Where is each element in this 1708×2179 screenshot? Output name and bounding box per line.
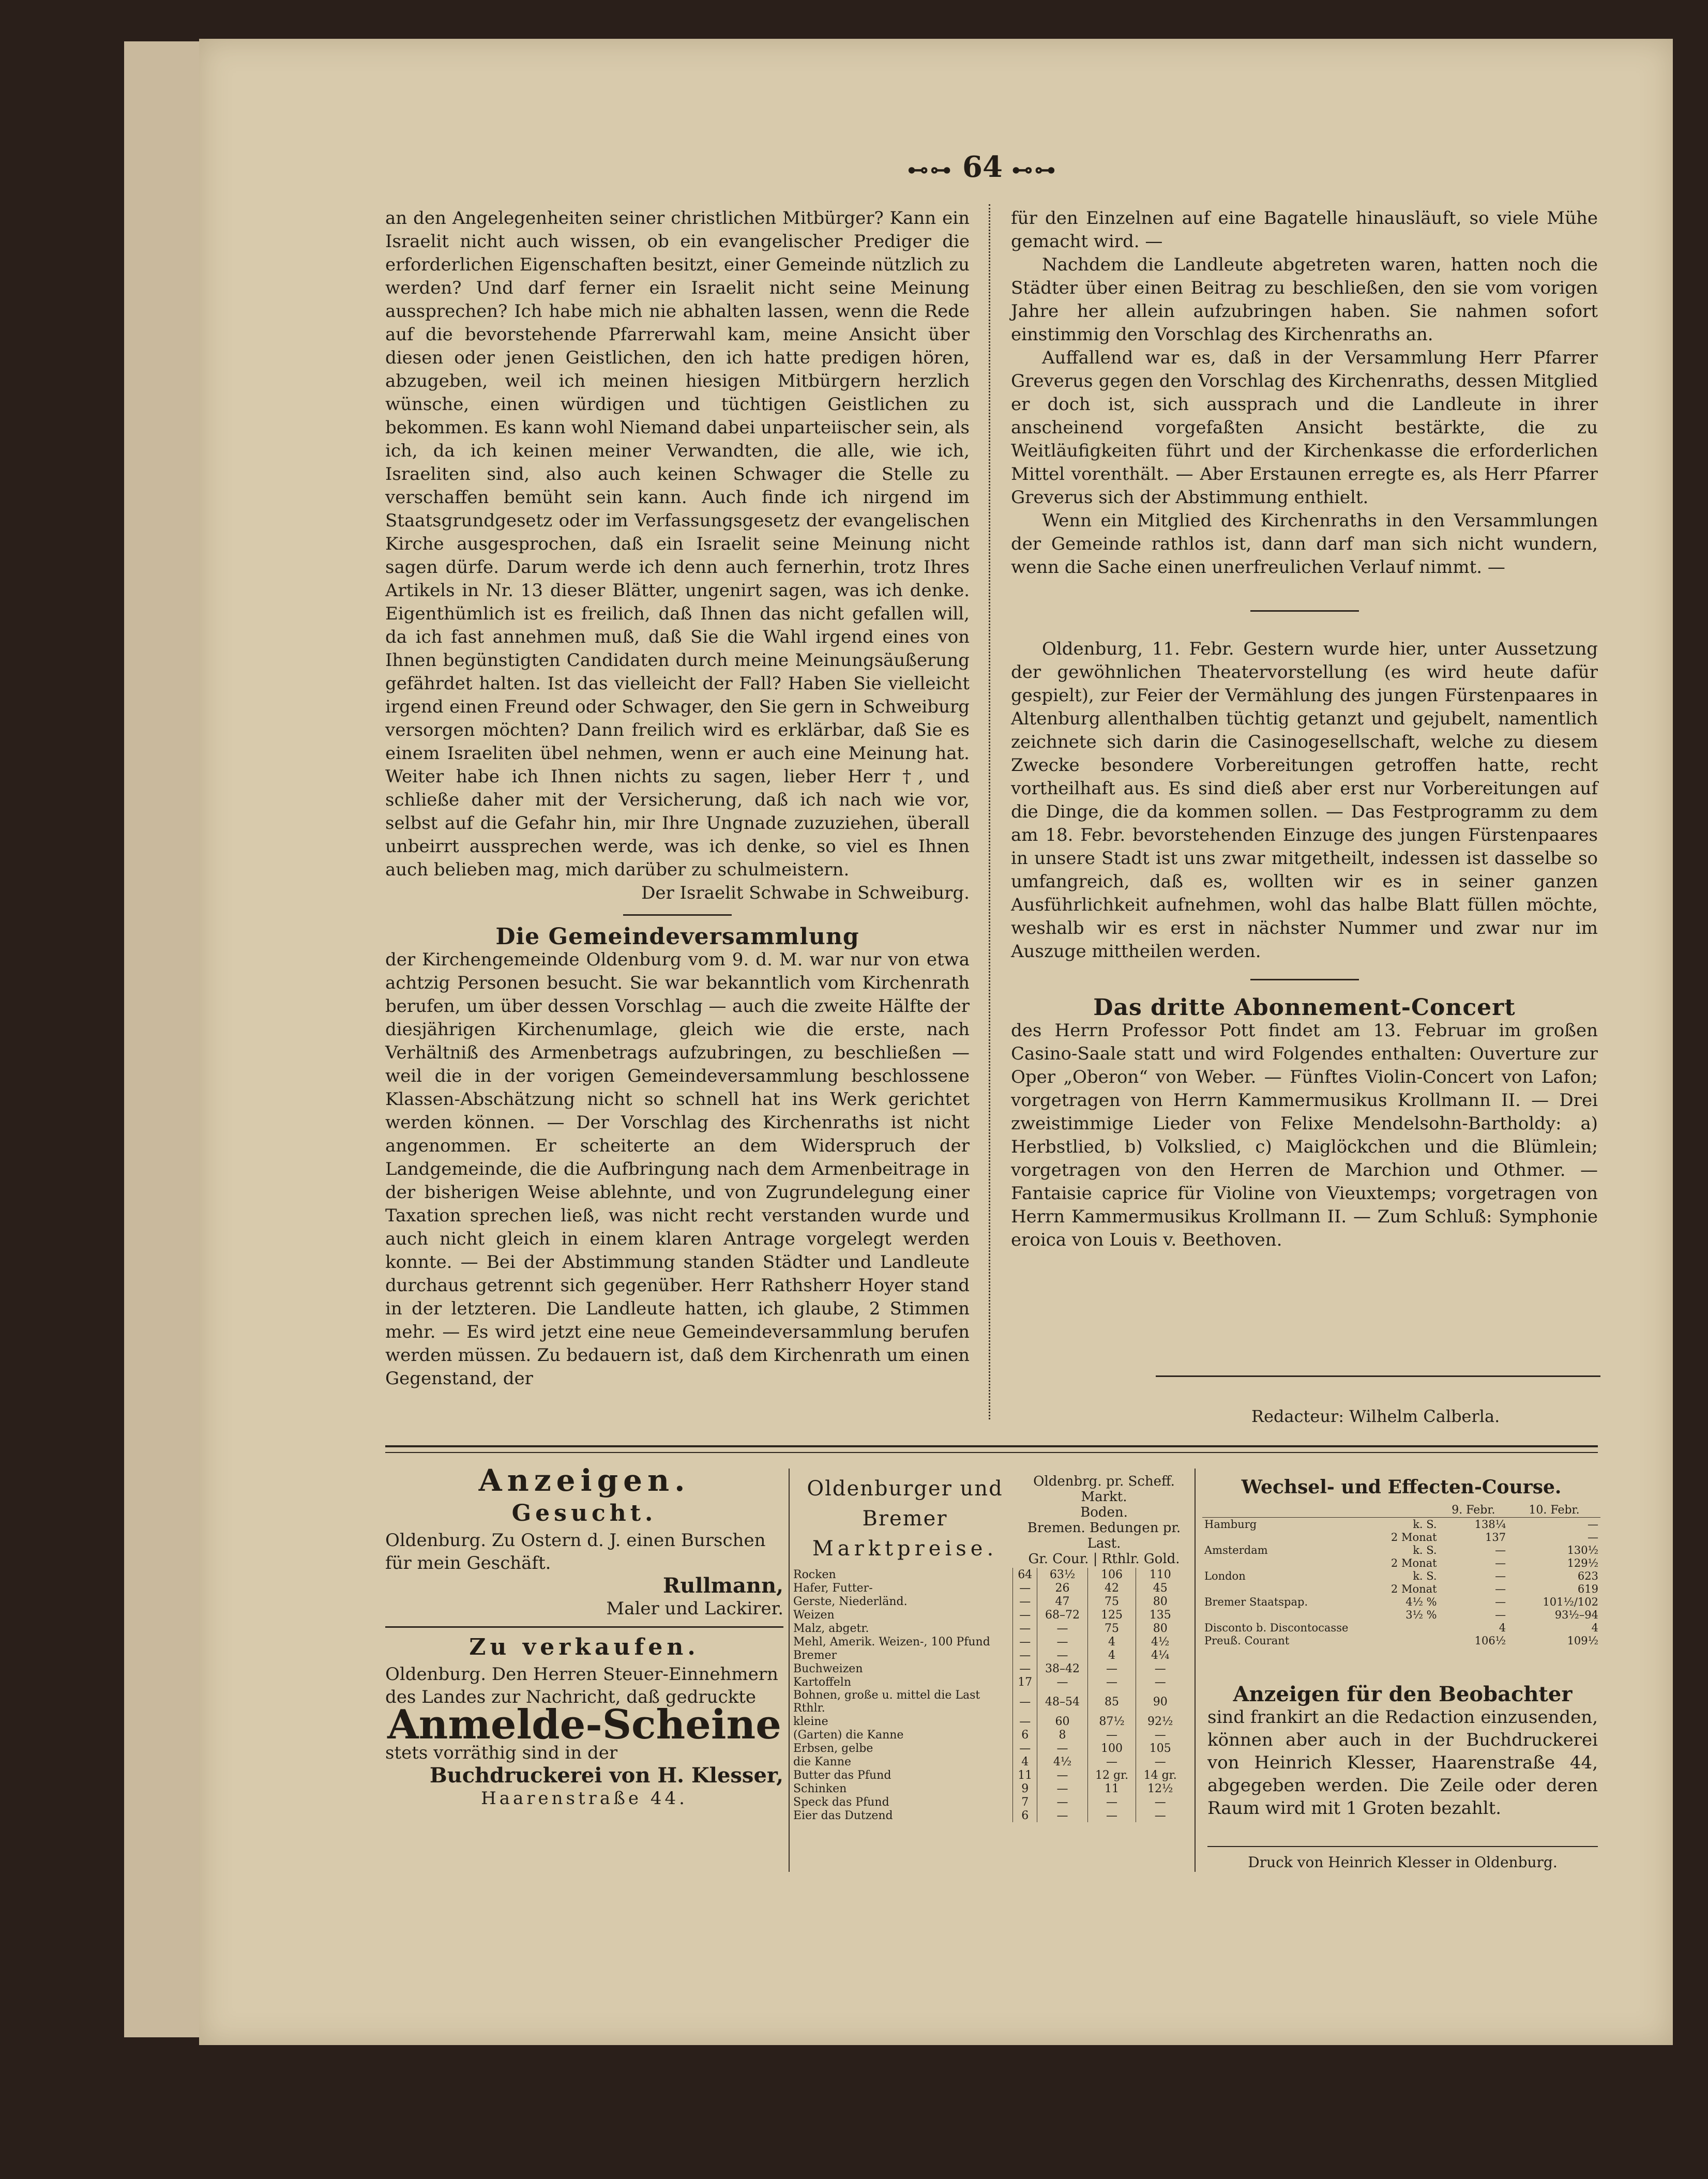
ornament-left-icon: ⊷⊶: [908, 158, 963, 182]
market-price: 12 gr.: [1087, 1768, 1136, 1782]
market-price: —: [1013, 1715, 1037, 1728]
exchange-value: 2 Monat: [1390, 1556, 1437, 1569]
market-price: 7: [1013, 1795, 1037, 1809]
article-text: der Kirchengemeinde Oldenburg vom 9. d. M. war nur von etwa achtzig Personen besucht. Sie war bekanntlich vom Kirchenrath berufen, um über dessen Vorschlag — auch die zweite Hälfte der diesjährigen Kirchenumlage, gleich wie die erste, nach Verhältniß des Armenbetrags aufzubringen, zu beschließen — weil die in der vorigen Gemeindeversammlung beschlossene Klassen-Abschätzung nicht so schnell hat ins Werk gerichtet werden können. — Der Vorschlag des Kirchenraths ist nicht angenommen. Er scheiterte an dem Widerspruch der Landgemeinde, die die Aufbringung nach dem Armenbeitrage in der bisherigen Weise ablehnte, und von Zugrundelegung einer Taxation sprechen ließ, was nicht recht verstanden wurde und auch nicht gleich in einem klaren Antrage vorgelegt werden konnte. — Bei der Abstimmung standen Städter und Landleute durchaus getrennt sich gegenüber. Herr Rathsherr Hoyer stand in der letzteren. Die Landleute hatten, ich glaube, 2 Stimmen mehr. — Es wird jetzt eine neue Gemeindeversammlung berufen werden müssen. Zu bedauern ist, daß dem Kirchenrath um einen Gegenstand, der: [385, 949, 970, 1389]
wanted-trade: Maler und Lackirer.: [606, 1598, 783, 1619]
observer-title: Anzeigen für den Beobachter: [1233, 1682, 1573, 1706]
market-item: Buchweizen: [793, 1662, 863, 1675]
market-price: 85: [1087, 1689, 1136, 1715]
ads-section: [385, 1463, 783, 1810]
market-price: 6: [1013, 1809, 1037, 1822]
exchange-row: [1202, 1518, 1600, 1531]
exchange-place: [1202, 1531, 1362, 1544]
exchange-row: [1202, 1634, 1600, 1647]
exchange-rates: [1202, 1476, 1600, 1647]
exchange-value: —: [1495, 1595, 1506, 1608]
exchange-value: 101½/102: [1543, 1595, 1598, 1608]
sale-address: Haarenstraße 44.: [481, 1788, 688, 1809]
market-price: —: [1087, 1675, 1136, 1689]
exchange-place: Bremer Staatspap.: [1204, 1595, 1308, 1608]
market-price: —: [1037, 1622, 1087, 1635]
market-item: Butter das Pfund: [793, 1768, 891, 1782]
exchange-table: [1202, 1503, 1600, 1647]
market-price: 4: [1087, 1635, 1136, 1648]
observer-text: sind frankirt an die Redaction einzusenden, können aber auch in der Buchdruckerei von Heinrich Klesser, Haarenstraße 44, abgegeben werden. Die Zeile oder deren Raum wird mit 1 Groten bezahlt.: [1207, 1707, 1598, 1819]
exchange-value: [1362, 1621, 1439, 1634]
exchange-value: k. S.: [1413, 1518, 1437, 1531]
market-item: die Kanne: [793, 1755, 852, 1768]
exchange-value: —: [1495, 1544, 1506, 1556]
market-price: 4½: [1037, 1755, 1087, 1768]
right-column: [1011, 207, 1598, 1252]
exchange-value: 4: [1591, 1621, 1598, 1634]
divider: [385, 1626, 783, 1628]
letter-text: an den Angelegenheiten seiner christlichen Mitbürger? Kann ein Israelit nicht auch wissen, ob ein evangelischer Prediger die erforderlichen Eigenschaften besitzt, einer Gemeinde nützlich zu werden? Und darf ferner ein Israelit nicht seine Meinung aussprechen? Ich habe mich nie abhalten lassen, wenn die Rede auf die bevorstehende Pfarrerwahl kam, meine Ansicht über diesen oder jenen Geistlichen, den ich hatte predigen hören, abzugeben, weil ich meinen hiesigen Mitbürgern herzlich wünsche, einen würdigen und tüchtigen Geistlichen zu bekommen. Es kann wohl Niemand dabei unparteiischer sein, als ich, da ich keinen meiner Verwandten, die alle, wie ich, Israeliten sind, also auch keinen Schwager die Stelle zu verschaffen bemüht sein kann. Auch finde ich nirgend im Staatsgrundgesetz oder im Verfassungsgesetz der evangelischen Kirche ausgesprochen, daß ein Israelit seine Meinung nicht sagen dürfe. Darum werde ich denn auch fernerhin, trotz Ihres Artikels in Nr. 13 dieser Blätter, ungenirt sagen, was ich denke. Eigenthümlich ist es freilich, daß Ihnen das nicht gefallen will, da ich fast annehmen muß, daß Sie die Wahl irgend eines von Ihnen begünstigten Candidaten durch meine Meinungsäußerung gefährdet halten. Ist das vielleicht der Fall? Haben Sie vielleicht irgend einen Freund oder Schwager, den Sie gern in Schweiburg versorgen möchten? Dann freilich wird es erklärbar, daß Sie es einem Israeliten übel nehmen, wenn er auch eine Meinung hat. Weiter habe ich Ihnen nichts zu sagen, lieber Herr †, und schließe daher mit der Versicherung, daß ich nach wie vor, selbst auf die Gefahr hin, mir Ihre Ungnade zuzuziehen, überall unbeirrt aussprechen werde, was ich denke, so viel es Ihnen auch belieben mag, mich darüber zu schulmeistern.: [385, 208, 970, 880]
market-price: —: [1087, 1809, 1136, 1822]
market-price: 6: [1013, 1728, 1037, 1742]
exchange-place: Disconto b. Discontocasse: [1204, 1621, 1349, 1634]
market-price: 4½: [1136, 1635, 1184, 1648]
exchange-row: [1202, 1569, 1600, 1582]
exchange-place: Amsterdam: [1204, 1544, 1268, 1556]
ads-title: Anzeigen.: [478, 1463, 690, 1498]
market-price: —: [1037, 1742, 1087, 1755]
market-price: —: [1013, 1742, 1037, 1755]
market-price: 135: [1136, 1608, 1184, 1622]
market-price: —: [1013, 1581, 1037, 1595]
market-row: [791, 1662, 1184, 1675]
market-price: —: [1013, 1622, 1037, 1635]
exchange-value: k. S.: [1413, 1569, 1437, 1582]
exchange-value: 4: [1499, 1621, 1506, 1634]
market-price: —: [1136, 1675, 1184, 1689]
oldenburg-header: Oldenbrg. pr. Scheff.: [1033, 1474, 1175, 1489]
market-price: 106: [1087, 1568, 1136, 1581]
market-price: 92½: [1136, 1715, 1184, 1728]
market-price: 45: [1136, 1581, 1184, 1595]
exchange-place: Preuß. Courant: [1204, 1634, 1290, 1647]
market-price: 125: [1087, 1608, 1136, 1622]
market-row: [791, 1809, 1184, 1822]
market-price: 26: [1037, 1581, 1087, 1595]
article-paragraph: Wenn ein Mitglied des Kirchenraths in den Versammlungen der Gemeinde rathlos ist, dann darf man sich nicht wundern, wenn die Sache einen unerfreulichen Verlauf nimmt. —: [1011, 510, 1598, 578]
exchange-row: [1202, 1544, 1600, 1556]
printer-line: Druck von Heinrich Klesser in Oldenburg.: [1248, 1854, 1558, 1871]
market-item: Kartoffeln: [793, 1675, 852, 1689]
exchange-place: [1202, 1608, 1362, 1621]
market-price: 80: [1136, 1595, 1184, 1608]
market-row: [791, 1568, 1184, 1581]
market-item: Weizen: [793, 1608, 835, 1622]
market-price: —: [1087, 1662, 1136, 1675]
concert-text: des Herrn Professor Pott findet am 13. Februar im großen Casino-Saale statt und wird Folgendes enthalten: Ouverture zur Oper „Oberon“ von Weber. — Fünftes Violin-Concert von Lafon; vorgetragen von Herrn Kammermusikus Krollmann II. — Drei zweistimmige Lieder von Felixe Mendelsohn-Bartholdy: a) Herbstlied, b) Volkslied, c) Maiglöckchen und die Blümlein; vorgetragen von den Herren de Marchion und Othmer. — Fantaisie caprice für Violine von Vieuxtemps; vorgetragen von Herrn Kammermusikus Krollmann II. — Zum Schluß: Symphonie eroica von Louis v. Beethoven.: [1011, 1020, 1598, 1250]
market-price: 80: [1136, 1622, 1184, 1635]
market-price: —: [1037, 1675, 1087, 1689]
market-price: 17: [1013, 1675, 1037, 1689]
page-number: ⊷⊶ 64 ⊷⊶: [908, 150, 1057, 184]
market-price: —: [1037, 1635, 1087, 1648]
market-item: kleine: [793, 1715, 828, 1728]
market-item: Rocken: [793, 1568, 836, 1581]
market-item: Gerste, Niederländ.: [793, 1595, 908, 1608]
exchange-value: 2 Monat: [1390, 1582, 1437, 1595]
divider: [623, 914, 732, 916]
market-price: 8: [1037, 1728, 1087, 1742]
market-price: 105: [1136, 1742, 1184, 1755]
column-divider: [989, 204, 992, 1419]
exchange-header-date: 10. Febr.: [1508, 1503, 1600, 1518]
market-row: [791, 1608, 1184, 1622]
section-rule: [385, 1445, 1598, 1453]
market-price: —: [1013, 1689, 1037, 1715]
market-item: (Garten) die Kanne: [793, 1728, 904, 1742]
exchange-row: [1202, 1582, 1600, 1595]
divider: [1250, 979, 1359, 980]
market-row: [791, 1689, 1184, 1715]
article-continuation: für den Einzelnen auf eine Bagatelle hinausläuft, so viele Mühe gemacht wird. —: [1011, 208, 1598, 252]
market-price: 4: [1087, 1648, 1136, 1662]
market-item: Schinken: [793, 1782, 847, 1795]
sale-product: Anmelde-Scheine: [387, 1701, 781, 1748]
section-divider: [1195, 1469, 1196, 1872]
exchange-header-blank: [1362, 1503, 1439, 1518]
exchange-row: [1202, 1595, 1600, 1608]
sale-title: Zu verkaufen.: [469, 1634, 700, 1660]
divider: [1250, 610, 1359, 612]
concert-heading: Das dritte Abonnement-Concert: [1093, 994, 1516, 1021]
wanted-title: Gesucht.: [511, 1500, 657, 1526]
market-price: —: [1136, 1662, 1184, 1675]
sale-shop: Buchdruckerei von H. Klesser,: [429, 1763, 783, 1788]
exchange-value: —: [1588, 1531, 1598, 1544]
exchange-value: 137: [1485, 1531, 1506, 1544]
market-price: 11: [1013, 1768, 1037, 1782]
market-row: [791, 1622, 1184, 1635]
market-price: 9: [1013, 1782, 1037, 1795]
market-row: [791, 1595, 1184, 1608]
exchange-place: Hamburg: [1204, 1518, 1257, 1531]
article-heading: Die Gemeindeversammlung: [495, 924, 859, 950]
exchange-value: 130½: [1567, 1544, 1598, 1556]
market-price: 47: [1037, 1595, 1087, 1608]
market-price: 64: [1013, 1568, 1037, 1581]
exchange-value: —: [1495, 1608, 1506, 1621]
exchange-value: —: [1495, 1556, 1506, 1569]
exchange-value: 3½ %: [1405, 1608, 1437, 1621]
market-price: —: [1013, 1635, 1037, 1648]
market-row: [791, 1715, 1184, 1728]
market-price: 48–54: [1037, 1689, 1087, 1715]
market-item: Eier das Dutzend: [793, 1809, 893, 1822]
market-price: —: [1136, 1809, 1184, 1822]
exchange-row: [1202, 1531, 1600, 1544]
divider: [1207, 1846, 1598, 1847]
market-row: [791, 1648, 1184, 1662]
exchange-value: 129½: [1567, 1556, 1598, 1569]
market-row: [791, 1675, 1184, 1689]
letter-signature: Der Israelit Schwabe in Schweiburg.: [641, 883, 970, 903]
market-price: 12½: [1136, 1782, 1184, 1795]
exchange-value: 619: [1577, 1582, 1598, 1595]
market-price: 4: [1013, 1755, 1037, 1768]
market-item: Erbsen, gelbe: [793, 1742, 873, 1755]
exchange-value: k. S.: [1413, 1544, 1437, 1556]
market-title-line: Oldenburger und: [807, 1477, 1003, 1501]
market-price: —: [1037, 1795, 1087, 1809]
article-paragraph: Nachdem die Landleute abgetreten waren, hatten noch die Städter über einen Beitrag zu beschließen, den sie vom vorigen Jahre her allein aufzubringen haben. Sie nahmen sofort einstimmig den Vorschlag des Kirchenraths an.: [1011, 254, 1598, 345]
market-item: Bohnen, große u. mittel die Last Rthlr.: [793, 1689, 980, 1715]
market-column-headers: [1024, 1474, 1184, 1567]
markt-header: Markt.: [1081, 1489, 1127, 1505]
market-row: [791, 1755, 1184, 1768]
market-price: 63½: [1037, 1568, 1087, 1581]
market-price: —: [1136, 1755, 1184, 1768]
market-title-line: Marktpreise.: [812, 1537, 998, 1561]
exchange-value: —: [1495, 1569, 1506, 1582]
exchange-value: —: [1588, 1518, 1598, 1531]
market-item: Malz, abgetr.: [793, 1622, 869, 1635]
market-item: Mehl, Amerik. Weizen-, 100 Pfund: [793, 1635, 990, 1648]
market-row: [791, 1782, 1184, 1795]
exchange-value: 93½–94: [1554, 1608, 1598, 1621]
wanted-text: Oldenburg. Zu Ostern d. J. einen Burschen für mein Geschäft.: [385, 1530, 766, 1573]
market-price: 75: [1087, 1595, 1136, 1608]
exchange-value: 109½: [1567, 1634, 1598, 1647]
market-row: [791, 1768, 1184, 1782]
boden-header: Boden.: [1080, 1505, 1128, 1520]
exchange-value: [1362, 1634, 1439, 1647]
wanted-name: Rullmann,: [662, 1573, 783, 1598]
market-price: —: [1037, 1809, 1087, 1822]
market-price: 68–72: [1037, 1608, 1087, 1622]
exchange-header-blank: [1202, 1503, 1362, 1518]
exchange-value: 2 Monat: [1390, 1531, 1437, 1544]
exchange-value: 138¼: [1474, 1518, 1506, 1531]
market-price: —: [1013, 1648, 1037, 1662]
market-row: [791, 1635, 1184, 1648]
market-price: —: [1037, 1768, 1087, 1782]
market-title-line: Bremer: [862, 1507, 948, 1531]
market-item: Speck das Pfund: [793, 1795, 889, 1809]
exchange-value: 106½: [1474, 1634, 1506, 1647]
sale-tail: stets vorräthig sind in der: [385, 1743, 618, 1763]
market-row: [791, 1742, 1184, 1755]
market-price: 14 gr.: [1136, 1768, 1184, 1782]
market-price: —: [1136, 1795, 1184, 1809]
market-price: 75: [1087, 1622, 1136, 1635]
exchange-place: [1202, 1582, 1362, 1595]
market-table: [791, 1568, 1184, 1822]
book-edge: [124, 41, 207, 2037]
exchange-title: Wechsel- und Effecten-Course.: [1241, 1476, 1562, 1498]
market-price: —: [1037, 1782, 1087, 1795]
market-price: —: [1087, 1728, 1136, 1742]
sale-text: Oldenburg. Den Herren Steuer-Einnehmern des Landes zur Nachricht, daß gedruckte: [385, 1664, 778, 1707]
exchange-place: London: [1204, 1569, 1246, 1582]
market-price: 11: [1087, 1782, 1136, 1795]
divider: [1156, 1375, 1600, 1377]
market-price: —: [1013, 1662, 1037, 1675]
market-item: Bremer: [793, 1648, 837, 1662]
market-row: [791, 1581, 1184, 1595]
market-price: 87½: [1087, 1715, 1136, 1728]
market-price: —: [1136, 1728, 1184, 1742]
market-row: [791, 1795, 1184, 1809]
market-price: 38–42: [1037, 1662, 1087, 1675]
exchange-value: —: [1495, 1582, 1506, 1595]
market-price: 4¼: [1136, 1648, 1184, 1662]
market-price: 60: [1037, 1715, 1087, 1728]
market-price: 110: [1136, 1568, 1184, 1581]
market-title: [791, 1474, 1019, 1564]
market-price: —: [1087, 1755, 1136, 1768]
market-price: 100: [1087, 1742, 1136, 1755]
market-price: 42: [1087, 1581, 1136, 1595]
section-divider: [789, 1469, 790, 1872]
market-row: [791, 1728, 1184, 1742]
exchange-row: [1202, 1621, 1600, 1634]
exchange-place: [1202, 1556, 1362, 1569]
exchange-value: 623: [1577, 1569, 1598, 1582]
exchange-row: [1202, 1556, 1600, 1569]
ornament-right-icon: ⊷⊶: [1002, 158, 1057, 182]
market-price: —: [1013, 1595, 1037, 1608]
exchange-header-date: 9. Febr.: [1439, 1503, 1508, 1518]
market-item: Hafer, Futter-: [793, 1581, 873, 1595]
editor-line: Redacteur: Wilhelm Calberla.: [1251, 1406, 1500, 1426]
news-item: Oldenburg, 11. Febr. Gestern wurde hier, unter Aussetzung der gewöhnlichen Theatervorstellung (es wird heute dafür gespielt), zur Feier der Vermählung des jungen Fürstenpaares in Altenburg allenthalben tüchtig getanzt und gejubelt, namentlich zeichnete sich darin die Casinogesellschaft, welche zu diesem Zwecke besondere Vorbereitungen getroffen hatte, recht vortheilhaft aus. Es sind dieß aber erst nur Vorbereitungen auf die Dinge, die da kommen sollen. — Das Festprogramm zu dem am 18. Febr. bevorstehenden Einzuge des jungen Fürstenpaares in unsere Stadt ist uns zwar mitgetheilt, indessen ist dasselbe so umfangreich, daß es, wollten wir es in seiner ganzen Ausführlichkeit aufnehmen, wohl das halbe Blatt füllen möchte, weshalb wir es erst in nächster Nummer und zwar nur im Auszuge mittheilen werden.: [1011, 639, 1598, 962]
article-paragraph: Auffallend war es, daß in der Versammlung Herr Pfarrer Greverus gegen den Vorschlag des Kirchenraths, dessen Mitglied er doch ist, sich aussprach und die Landleute in ihrer anscheinend vorgefaßten Ansicht bestärkte, die zu Weitläufigkeiten führt und der Kirchenkasse die erforderlichen Mittel vorenthält. — Aber Erstaunen erregte es, als Herr Pfarrer Greverus sich der Abstimmung enthielt.: [1011, 347, 1598, 508]
market-price: —: [1037, 1648, 1087, 1662]
market-price: 90: [1136, 1689, 1184, 1715]
exchange-value: 4½ %: [1405, 1595, 1437, 1608]
units-header: Gr. Cour. | Rthlr. Gold.: [1028, 1551, 1180, 1567]
bremen-header: Bremen. Bedungen pr. Last.: [1027, 1520, 1181, 1551]
market-price: —: [1087, 1795, 1136, 1809]
exchange-row: [1202, 1608, 1600, 1621]
observer-notice: [1207, 1683, 1598, 1820]
left-column: [385, 207, 970, 1390]
market-price: —: [1013, 1608, 1037, 1622]
